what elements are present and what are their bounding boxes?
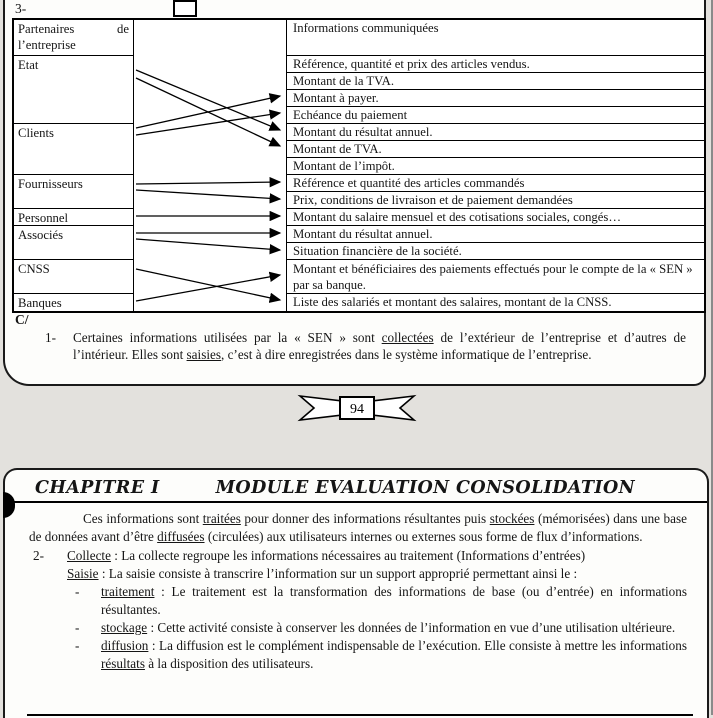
module-title: MODULE EVALUATION CONSOLIDATION [215,478,635,498]
bullet-text: traitement : Le traitement est la transformation des informations de base (ou d’entrée) en informations résultantes. [101,584,687,617]
collecte-line: Collecte : La collecte regroupe les informations nécessaires au traitement (Informations d’entrées) [67,548,586,563]
info-cell: Montant à payer. [286,90,704,107]
table-header-partners: Partenaires de l’entreprise [14,20,134,56]
partner-cell-etat: Etat [14,56,134,124]
arrows-column [134,56,286,311]
arrow-lines [136,70,280,301]
info-cell: Situation financière de la société. [286,243,704,260]
page-1 [3,0,706,386]
info-cell: Montant de TVA. [286,141,704,158]
bullet-text: stockage : Cette activité consiste à conserver les données de l’information en vue d’une utilisation ultérieure. [101,620,676,635]
page-number-ribbon [282,392,432,424]
table-header-informations: Informations communiquées [286,20,704,56]
partner-cell-cnss: CNSS [14,260,134,294]
info-cell: Montant de l’impôt. [286,158,704,175]
partner-cell-fournisseurs: Fournisseurs [14,175,134,209]
page-number: 94 [349,402,364,417]
c-section-label: C/ [15,312,29,327]
bullet-text: diffusion : La diffusion est le complément indispensable de l’exécution. Elle consiste à mettre les informations résultats à la disposition des utilisateurs. [101,638,687,671]
info-cell: Montant et bénéficiaires des paiements effectués pour le compte de la « SEN » par sa banque. [286,260,704,294]
info-cell: Montant du résultat annuel. [286,226,704,243]
info-cell: Echéance du paiement [286,107,704,124]
bullet-traitement [67,583,687,619]
partners-table [12,18,706,313]
partner-cell-personnel: Personnel [14,209,134,226]
item-number: 2- [33,548,44,563]
info-cell: Montant du résultat annuel. [286,124,704,141]
partner-cell-associes: Associés [14,226,134,260]
paragraph-informations: Ces informations sont traitées pour donner des informations résultantes puis stockées (mémorisées) dans une base de données avant d’être diffusées (circulées) aux utilisateurs internes ou externes sous forme de flux d’informations. [29,511,687,544]
bullet-dash: - [75,620,80,635]
info-cell: Montant de la TVA. [286,73,704,90]
chapter-title: CHAPITRE I [35,478,160,498]
info-cell: Montant du salaire mensuel et des cotisations sociales, congés… [286,209,704,226]
list-item-collecte [29,547,687,673]
chapter-header [5,476,707,503]
info-cell: Référence, quantité et prix des articles vendus. [286,56,704,73]
note-text: Certaines informations utilisées par la « SEN » sont collectées de l’extérieur de l’entreprise et d’autres de l’intérieur. Elles sont saisies, c’est à dire enregistrées dans le système informatique de l’entreprise. [73,330,686,363]
ribbon-icon [282,392,432,424]
page-2-body [5,503,707,673]
bullet-stockage [67,619,687,637]
ribbon-left-icon [300,396,342,420]
saisie-line: Saisie : La saisie consiste à transcrire l’information sur un support approprié permettant ainsi le : [67,566,578,581]
item-text-block [67,547,687,673]
page-2 [3,468,709,718]
info-cell: Prix, conditions de livraison et de paiement demandées [286,192,704,209]
bullet-dash: - [75,584,80,599]
partner-cell-clients: Clients [14,124,134,175]
next-table-top-line [27,714,693,716]
info-cell: Liste des salariés et montant des salaires, montant de la CNSS. [286,294,704,311]
bullet-diffusion [67,637,687,673]
ribbon-right-icon [372,396,414,420]
note-item [45,329,686,364]
partner-cell-banques: Banques [14,294,134,311]
info-cell: Référence et quantité des articles commandés [286,175,704,192]
section-label: 3- [15,1,27,16]
note-number: 1- [45,330,56,345]
checkbox-artifact [173,0,197,17]
bullet-dash: - [75,638,80,653]
flow-arrows-icon [134,56,286,311]
